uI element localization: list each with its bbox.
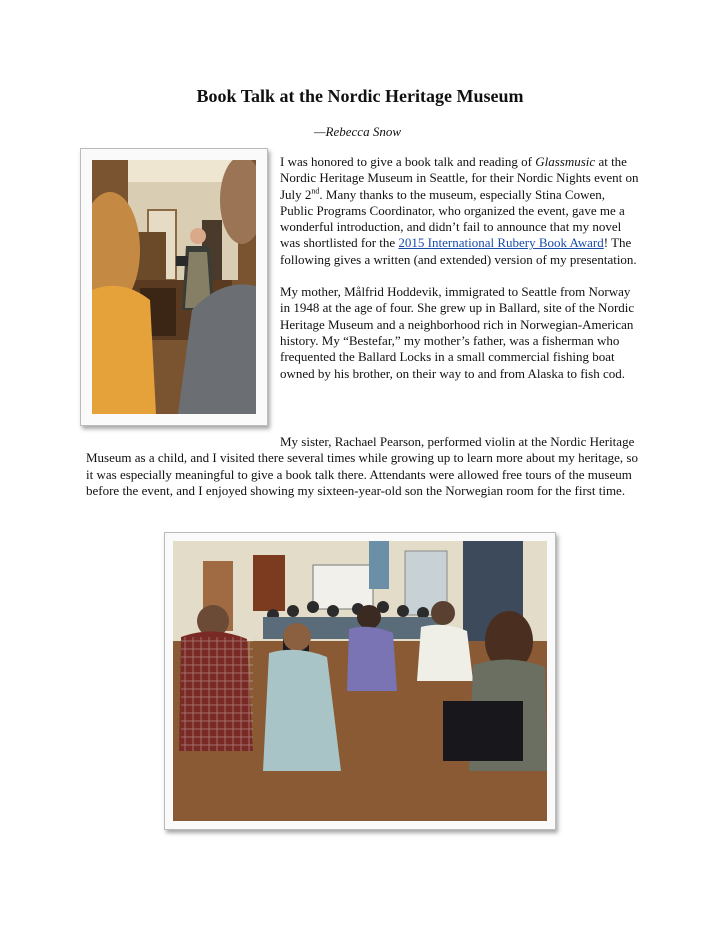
photo-author-reading-image: [92, 160, 256, 414]
p1-text-a: I was honored to give a book talk and reading of: [280, 154, 536, 169]
rubery-award-link[interactable]: 2015 International Rubery Book Award: [398, 235, 604, 251]
p1-text-b: at the Nordic Heritage Museum in Seattle, for their Nordic Nights event on July 2: [280, 154, 639, 202]
p1-text-c: . Many thanks to the museum, especially Stina Cowen, Public Programs Coordinator, who organized the event, gave me a wonderful introduction, and didn’t fail to announce that my novel was shortlisted for the: [280, 186, 625, 251]
photo-author-reading: [80, 148, 268, 426]
article-byline: —Rebecca Snow: [314, 124, 402, 139]
photo-audience-image: [173, 541, 547, 821]
paragraph-1: [280, 154, 640, 268]
novel-title: Glassmusic: [535, 154, 596, 169]
article-title: Book Talk at the Nordic Heritage Museum: [196, 86, 524, 106]
photo-audience: [164, 532, 556, 830]
p1-text-d: ! The following gives a written (and extended) version of my presentation.: [280, 235, 637, 267]
paragraph-3: My sister, Rachael Pearson, performed violin at the Nordic Heritage Museum as a child, and I visited there several times while growing up to learn more about my heritage, so it was especially meaningful to give a book talk there. Attendants were allowed free tours of the museum before the event, and I enjoyed showing my sixteen-year-old son the Norwegian room for the first time.: [86, 434, 638, 498]
full-width-text: [86, 434, 641, 499]
p1-superscript: nd: [311, 186, 320, 196]
text-column: [280, 154, 640, 398]
paragraph-2: My mother, Målfrid Hoddevik, immigrated to Seattle from Norway in 1948 at the age of four. She grew up in Ballard, site of the Nordic Heritage Museum and a neighborhood rich in Norwegian-American history. My “Bestefar,” my mother’s father, was a fisherman who frequented the Ballard Locks in a small commercial fishing boat owned by his brother, on their way to and from Alaska to fish cod.: [280, 284, 635, 381]
